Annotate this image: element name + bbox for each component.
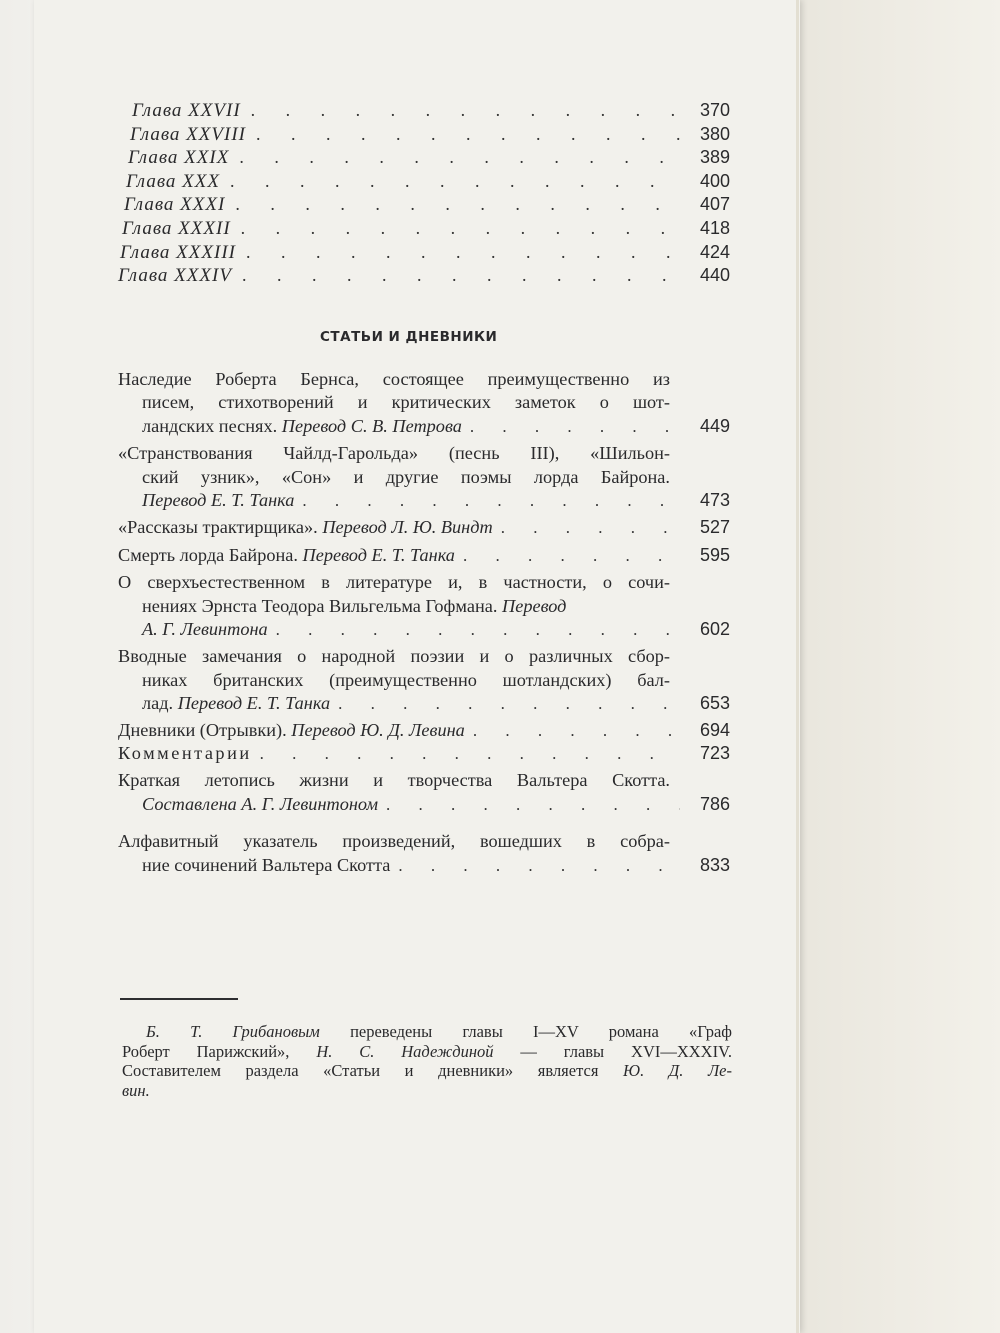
translator: Перевод Е. Т. Танка: [302, 544, 455, 565]
translator: Перевод Е. Т. Танка: [177, 693, 331, 714]
chapter-title: Глава XXVII: [132, 100, 241, 121]
translator: Составлена А. Г. Левинтоном: [142, 793, 379, 814]
toc-entry-chronicle: [118, 769, 730, 816]
page-number: 424: [699, 241, 730, 262]
appendix-list: [118, 742, 730, 881]
toc-entry-hoffmann: [118, 571, 730, 641]
page-number: 653: [699, 693, 730, 714]
chapter-title: Глава XXX: [126, 170, 220, 192]
toc-row: [118, 171, 730, 195]
entry-text: О сверхъестественном в литературе и, в частности, о сочи-: [118, 572, 670, 593]
page-number: 786: [699, 793, 730, 814]
page-number: 380: [699, 123, 730, 144]
page-number: 389: [699, 147, 730, 168]
dot-leader: [493, 516, 680, 539]
page-number: 418: [699, 217, 730, 238]
dot-leader: [241, 100, 680, 121]
entry-text: Вводные замечания о народной поэзии и о различных сбор-: [118, 646, 670, 667]
dot-leader: [294, 489, 680, 512]
footnote-name: Б. Т. Грибановым: [146, 1022, 320, 1041]
toc-entry-ballads: [118, 645, 730, 715]
entry-text: Краткая летопись жизни и творчества Вальтера Скотта.: [118, 770, 670, 791]
translator: Перевод С. В. Петрова: [281, 415, 462, 436]
footnote-text: Роберт Парижский»,: [122, 1041, 290, 1061]
toc-entry-byron-poems: [118, 442, 730, 512]
translator: Перевод Е. Т. Танка: [142, 489, 295, 510]
translator: Перевод: [502, 595, 567, 616]
dot-leader: [232, 265, 680, 286]
toc-row: [118, 265, 730, 289]
dot-leader: [378, 793, 680, 816]
dot-leader: [225, 194, 680, 215]
dot-leader: [220, 171, 680, 192]
toc-row: [118, 100, 730, 124]
dot-leader: [268, 618, 680, 641]
translator: Перевод Ю. Д. Левина: [291, 720, 465, 741]
footnote-name: вин.: [122, 1080, 150, 1100]
footnote-rule: [120, 998, 238, 1000]
entry-text: Смерть лорда Байрона.: [118, 544, 298, 565]
page-number: 400: [699, 170, 730, 191]
entry-text: Комментарии: [118, 743, 252, 763]
toc-entry-byron-death: [118, 544, 730, 567]
page-number: 723: [699, 743, 730, 763]
entry-text: лад.: [142, 693, 174, 714]
page-number: 602: [699, 618, 730, 639]
entry-text: ский узник», «Сон» и другие поэмы лорда Байрона.: [142, 466, 670, 487]
page-number: 407: [699, 194, 730, 215]
entry-text: Алфавитный указатель произведений, вошедших в собра-: [118, 831, 670, 852]
page-number: 449: [699, 415, 730, 436]
page-number: 440: [699, 265, 730, 286]
articles-list: [118, 368, 730, 747]
dot-leader: [330, 692, 680, 715]
page-number: 833: [699, 854, 730, 875]
toc-row: [118, 147, 730, 171]
page-number: 473: [699, 489, 730, 510]
entry-text: Дневники (Отрывки).: [118, 720, 287, 741]
page-number: 595: [699, 544, 730, 565]
footnote-text: переведены главы I—XV романа «Граф: [350, 1022, 732, 1041]
entry-text: ландских песнях.: [142, 415, 278, 436]
page-number: 527: [699, 517, 730, 538]
dot-leader: [252, 742, 680, 765]
entry-text: ние сочинений Вальтера Скотта: [142, 854, 391, 875]
chapter-title: Глава XXXIV: [118, 265, 232, 287]
toc-row: [118, 218, 730, 242]
footnote-text: — главы XVI—XXXIV.: [520, 1041, 733, 1061]
dot-leader: [462, 415, 680, 438]
toc-entry-comments: [118, 742, 730, 765]
footnote-name: Н. С. Надеждиной: [316, 1041, 494, 1061]
footnote-name: Ю. Д. Ле-: [623, 1061, 733, 1081]
chapter-title: Глава XXXI: [124, 194, 226, 216]
dot-leader: [231, 218, 680, 239]
dot-leader: [390, 854, 680, 877]
toc-row: [118, 124, 730, 148]
next-page: [792, 0, 1000, 1333]
entry-text: никах британских (преимущественно шотландских) бал-: [142, 669, 670, 690]
entry-text: Наследие Роберта Бернса, состоящее преимущественно из: [118, 369, 670, 389]
toc-row: [118, 242, 730, 266]
chapter-title: Глава XXIX: [128, 147, 230, 169]
page-number: 370: [699, 100, 730, 120]
toc-entry-burns: [118, 368, 730, 438]
book-cover: [792, 0, 1000, 1333]
entry-text: «Странствования Чайлд-Гарольда» (песнь III), «Шильон-: [118, 443, 670, 464]
translator: А. Г. Левинтона: [142, 618, 268, 639]
toc-row: [118, 194, 730, 218]
entry-text: «Рассказы трактирщика».: [118, 517, 318, 538]
chapter-title: Глава XXXIII: [120, 241, 236, 263]
toc-entry-tales: [118, 516, 730, 539]
footnote-text: Составителем раздела «Статьи и дневники» является: [122, 1061, 599, 1081]
toc-entry-diaries: [118, 719, 730, 742]
chapter-title: Глава XXXII: [122, 217, 231, 239]
dot-leader: [465, 719, 680, 742]
entry-text: писем, стихотворений и критических заметок о шот-: [142, 392, 670, 413]
toc-entry-index: [118, 830, 730, 877]
translator: Перевод Л. Ю. Виндт: [322, 517, 493, 538]
footnote: [122, 1022, 732, 1100]
dot-leader: [455, 544, 680, 567]
dot-leader: [246, 124, 680, 145]
dot-leader: [229, 147, 680, 168]
dot-leader: [236, 242, 680, 263]
page-number: 694: [699, 720, 730, 741]
chapter-list: [118, 100, 730, 289]
page-edge: [796, 0, 799, 1333]
chapter-title: Глава XXVIII: [130, 123, 246, 145]
section-heading: СТАТЬИ И ДНЕВНИКИ: [320, 329, 498, 345]
entry-text: нениях Эрнста Теодора Вильгельма Гофмана.: [142, 595, 498, 616]
